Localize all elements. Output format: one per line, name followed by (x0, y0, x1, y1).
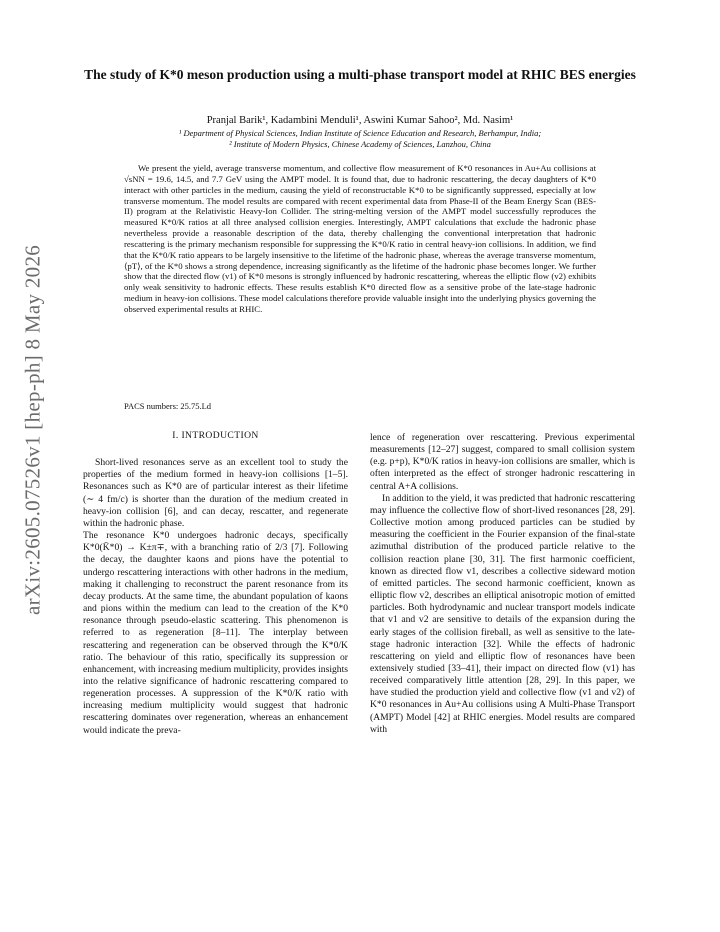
right-column (370, 432, 635, 736)
author-list: Pranjal Barik¹, Kadambini Menduli¹, Aswini Kumar Sahoo², Md. Nasim¹ (206, 115, 514, 126)
paragraph: The resonance K*0 undergoes hadronic decays, specifically K*0(K̄*0) → K±π∓, with a branching ratio of 2/3 [7]. Following the decay, the daughter kaons and pions have the potential to undergo rescattering interactions with other hadrons in the medium, making it challenging to reconstruct the parent resonance from its decay products. At the same time, the abundant population of kaons and pions within the medium can lead to the creation of the K*0 resonance through pseudo-elastic scattering. This phenomenon is referred to as regeneration [8–11]. The interplay between rescattering and regeneration can be observed through the K*0/K ratio. The behaviour of this ratio, specifically its suppression or enhancement, with increasing medium multiplicity, provides insights into the relative significance of hadronic rescattering compared to regeneration processes. A suppression of the K*0/K ratio with increasing medium multiplicity would suggest that hadronic rescattering dominates over regeneration, whereas an enhancement would indicate the preva- (83, 530, 348, 736)
abstract-text: We present the yield, average transverse momentum, and collective flow measurement of K*0 resonances in Au+Au collisions at √sNN = 19.6, 14.5, and 7.7 GeV using the AMPT model. It is found that, due to hadronic rescattering, the decay daughters of K*0 interact with other particles in the medium, causing the yield of reconstructable K*0 to be significantly suppressed, especially at low transverse momentum. The model results are compared with recent experimental data from Phase-II of the Beam Energy Scan (BES-II) program at the Relativistic Heavy-Ion Collider. The string-melting version of the AMPT model successfully reproduces the measured K*0/K ratios at all three analysed collision energies. Interestingly, AMPT calculations that exclude the hadronic phase nevertheless provide a reasonable description of the data, thereby challenging the conventional interpretation that hadronic rescattering is the primary mechanism responsible for suppressing the K*0/K ratio in central heavy-ion collisions. In addition, we find that the K*0/K ratio appears to be largely insensitive to the lifetime of the hadronic phase, whereas the average transverse momentum, ⟨pT⟩, of the K*0 shows a strong dependence, increasing significantly as the lifetime of the hadronic phase becomes longer. We further show that the directed flow (v1) of K*0 mesons is strongly influenced by hadronic rescattering, whereas the elliptic flow (v2) exhibits only weak sensitivity to hadronic effects. These results establish K*0 directed flow as a sensitive probe of the late-stage hadronic medium in heavy-ion collisions. These model calculations therefore provide valuable insight into the underlying physics governing the observed experimental results at RHIC. (124, 163, 596, 314)
arxiv-id: arXiv:2605.07526v1 [hep-ph] 8 May 2026 (20, 244, 45, 616)
section-heading-introduction: I. INTRODUCTION (172, 430, 259, 441)
affiliation-2: ² Institute of Modern Physics, Chinese Academy of Sciences, Lanzhou, China (229, 139, 491, 149)
pacs-numbers: PACS numbers: 25.75.Ld (124, 401, 212, 411)
paragraph: Short-lived resonances serve as an excellent tool to study the properties of the medium formed in heavy-ion collisions [1–5]. Resonances such as K*0 are of particular interest as their lifetime (∼ 4 fm/c) is shorter than the duration of the medium created in heavy-ion collision [6], and can decay, rescatter, and regenerate within the hadronic phase. (83, 457, 348, 529)
paragraph: In addition to the yield, it was predicted that hadronic rescattering may influence the collective flow of short-lived resonances [28, 29]. Collective motion among produced particles can be studied by measuring the coefficient in the Fourier expansion of the final-state azimuthal distribution of the produced particle relative to the collision reaction plane [30, 31]. The first harmonic coefficient, known as directed flow v1, describes a collective sideward motion of emitted particles. The second harmonic coefficient, known as elliptic flow v2, describes an elliptical anisotropic motion of emitted particles. Both hydrodynamic and nuclear transport models indicate that v1 and v2 are sensitive to details of the expansion during the early stages of the collision fireball, as well as sensitive to the late-stage hadronic interaction [32]. While the effects of hadronic rescattering on yield and elliptic flow of resonances have been extensively studied [33–41], their impact on directed flow (v1) has received comparatively little attention [28, 29]. In this paper, we have studied the production yield and collective flow (v1 and v2) of K*0 resonances in Au+Au collisions using A Multi-Phase Transport (AMPT) Model [42] at RHIC energies. Model results are compared with (370, 492, 635, 735)
affiliation-1: ¹ Department of Physical Sciences, Indian Institute of Science Education and Research, Berhampur, India; (178, 128, 542, 138)
arxiv-sidebar-identifier (20, 240, 45, 620)
abstract (124, 163, 596, 315)
left-column (83, 430, 348, 737)
paragraph: lence of regeneration over rescattering. Previous experimental measurements [12–27] suggest, compared to small collision system (e.g. p+p), K*0/K ratios in heavy-ion collisions are smaller, which is often interpreted as the effect of stronger hadronic rescattering in central A+A collisions. (370, 432, 635, 492)
paper-title: The study of K*0 meson production using a multi-phase transport model at RHIC BES energies (84, 67, 636, 82)
